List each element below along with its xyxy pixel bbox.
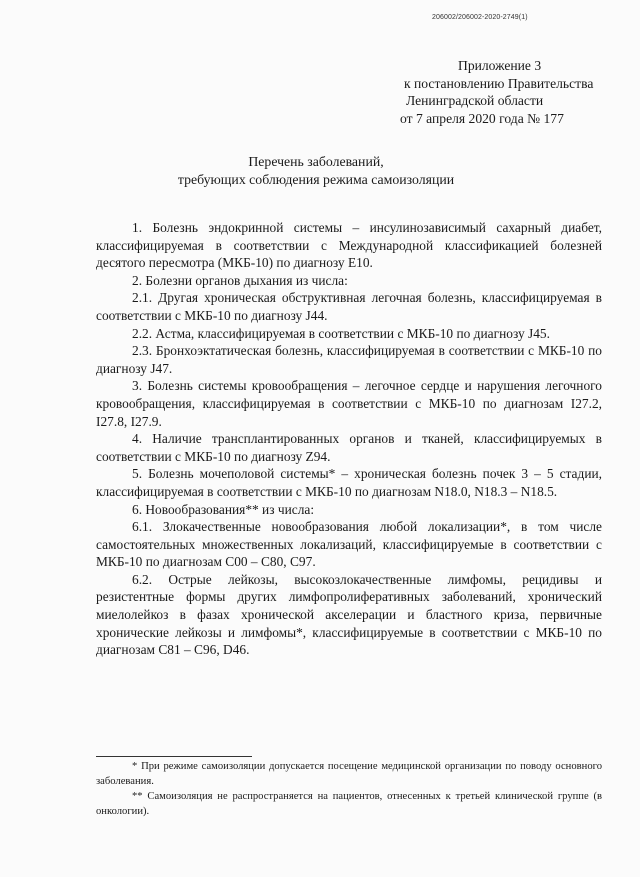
- list-item: 3. Болезнь системы кровообращения – легочное сердце и нарушения легочного кровообращения, классифицируемая в соответствии с МКБ-10 по диагнозам I27.2, I27.8, I27.9.: [96, 378, 602, 429]
- attachment-line: Ленинградской области: [406, 93, 544, 108]
- list-item: 6.1. Злокачественные новообразования любой локализации*, в том числе самостоятельных множественных локализаций, классифицируемые в соответствии с МКБ-10 по диагнозам C00 – C80, C97.: [96, 519, 602, 570]
- list-item: 6.2. Острые лейкозы, высокозлокачественные лимфомы, рецидивы и резистентные формы других лимфопролиферативных заболеваний, хронический миелолейкоз в фазах хронической акселерации и бластного криза, первичные хронические лейкозы и лимфомы*, классифицируемые в соответствии с МКБ-10 по диагнозам C81 – C96, D46.: [96, 571, 602, 658]
- disease-list: [96, 219, 602, 659]
- title-line: требующих соблюдения режима самоизоляции: [177, 171, 455, 187]
- attachment-block: [398, 57, 628, 127]
- title-line: Перечень заболеваний,: [248, 154, 384, 169]
- list-item: 6. Новообразования** из числа:: [132, 501, 315, 517]
- footnote: ** Самоизоляция не распространяется на пациентов, отнесенных к третьей клинической группе (в онкологии).: [96, 791, 602, 817]
- list-item: 2.3. Бронхоэктатическая болезнь, классифицируемая в соответствии с МКБ-10 по диагнозу J47.: [96, 343, 602, 376]
- attachment-line: Приложение 3: [458, 58, 542, 73]
- list-item: 2.2. Астма, классифицируемая в соответствии с МКБ-10 по диагнозу J45.: [132, 325, 550, 341]
- footnote-divider: [96, 756, 252, 757]
- list-item: 1. Болезнь эндокринной системы – инсулинозависимый сахарный диабет, классифицируемая в соответствии с Международной классификацией болезней десятого пересмотра (МКБ-10) по диагнозу E10.: [96, 220, 602, 271]
- document-registration-number: 206002/206002-2020-2749(1): [432, 14, 528, 21]
- attachment-line: от 7 апреля 2020 года № 177: [400, 110, 564, 126]
- list-item: 5. Болезнь мочеполовой системы* – хроническая болезнь почек 3 – 5 стадии, классифицируемая в соответствии с МКБ-10 по диагнозам N18.0, N18.3 – N18.5.: [96, 466, 602, 499]
- list-item: 2. Болезни органов дыхания из числа:: [132, 272, 348, 288]
- list-item: 2.1. Другая хроническая обструктивная легочная болезнь, классифицируемая в соответствии с МКБ-10 по диагнозу J44.: [96, 290, 602, 323]
- attachment-line: к постановлению Правительства: [404, 75, 594, 91]
- list-item: 4. Наличие трансплантированных органов и тканей, классифицируемых в соответствии с МКБ-10 по диагнозу Z94.: [96, 431, 602, 464]
- footnote: * При режиме самоизоляции допускается посещение медицинской организации по поводу основного заболевания.: [96, 761, 602, 787]
- document-title: [90, 153, 542, 188]
- footnotes: [96, 760, 602, 820]
